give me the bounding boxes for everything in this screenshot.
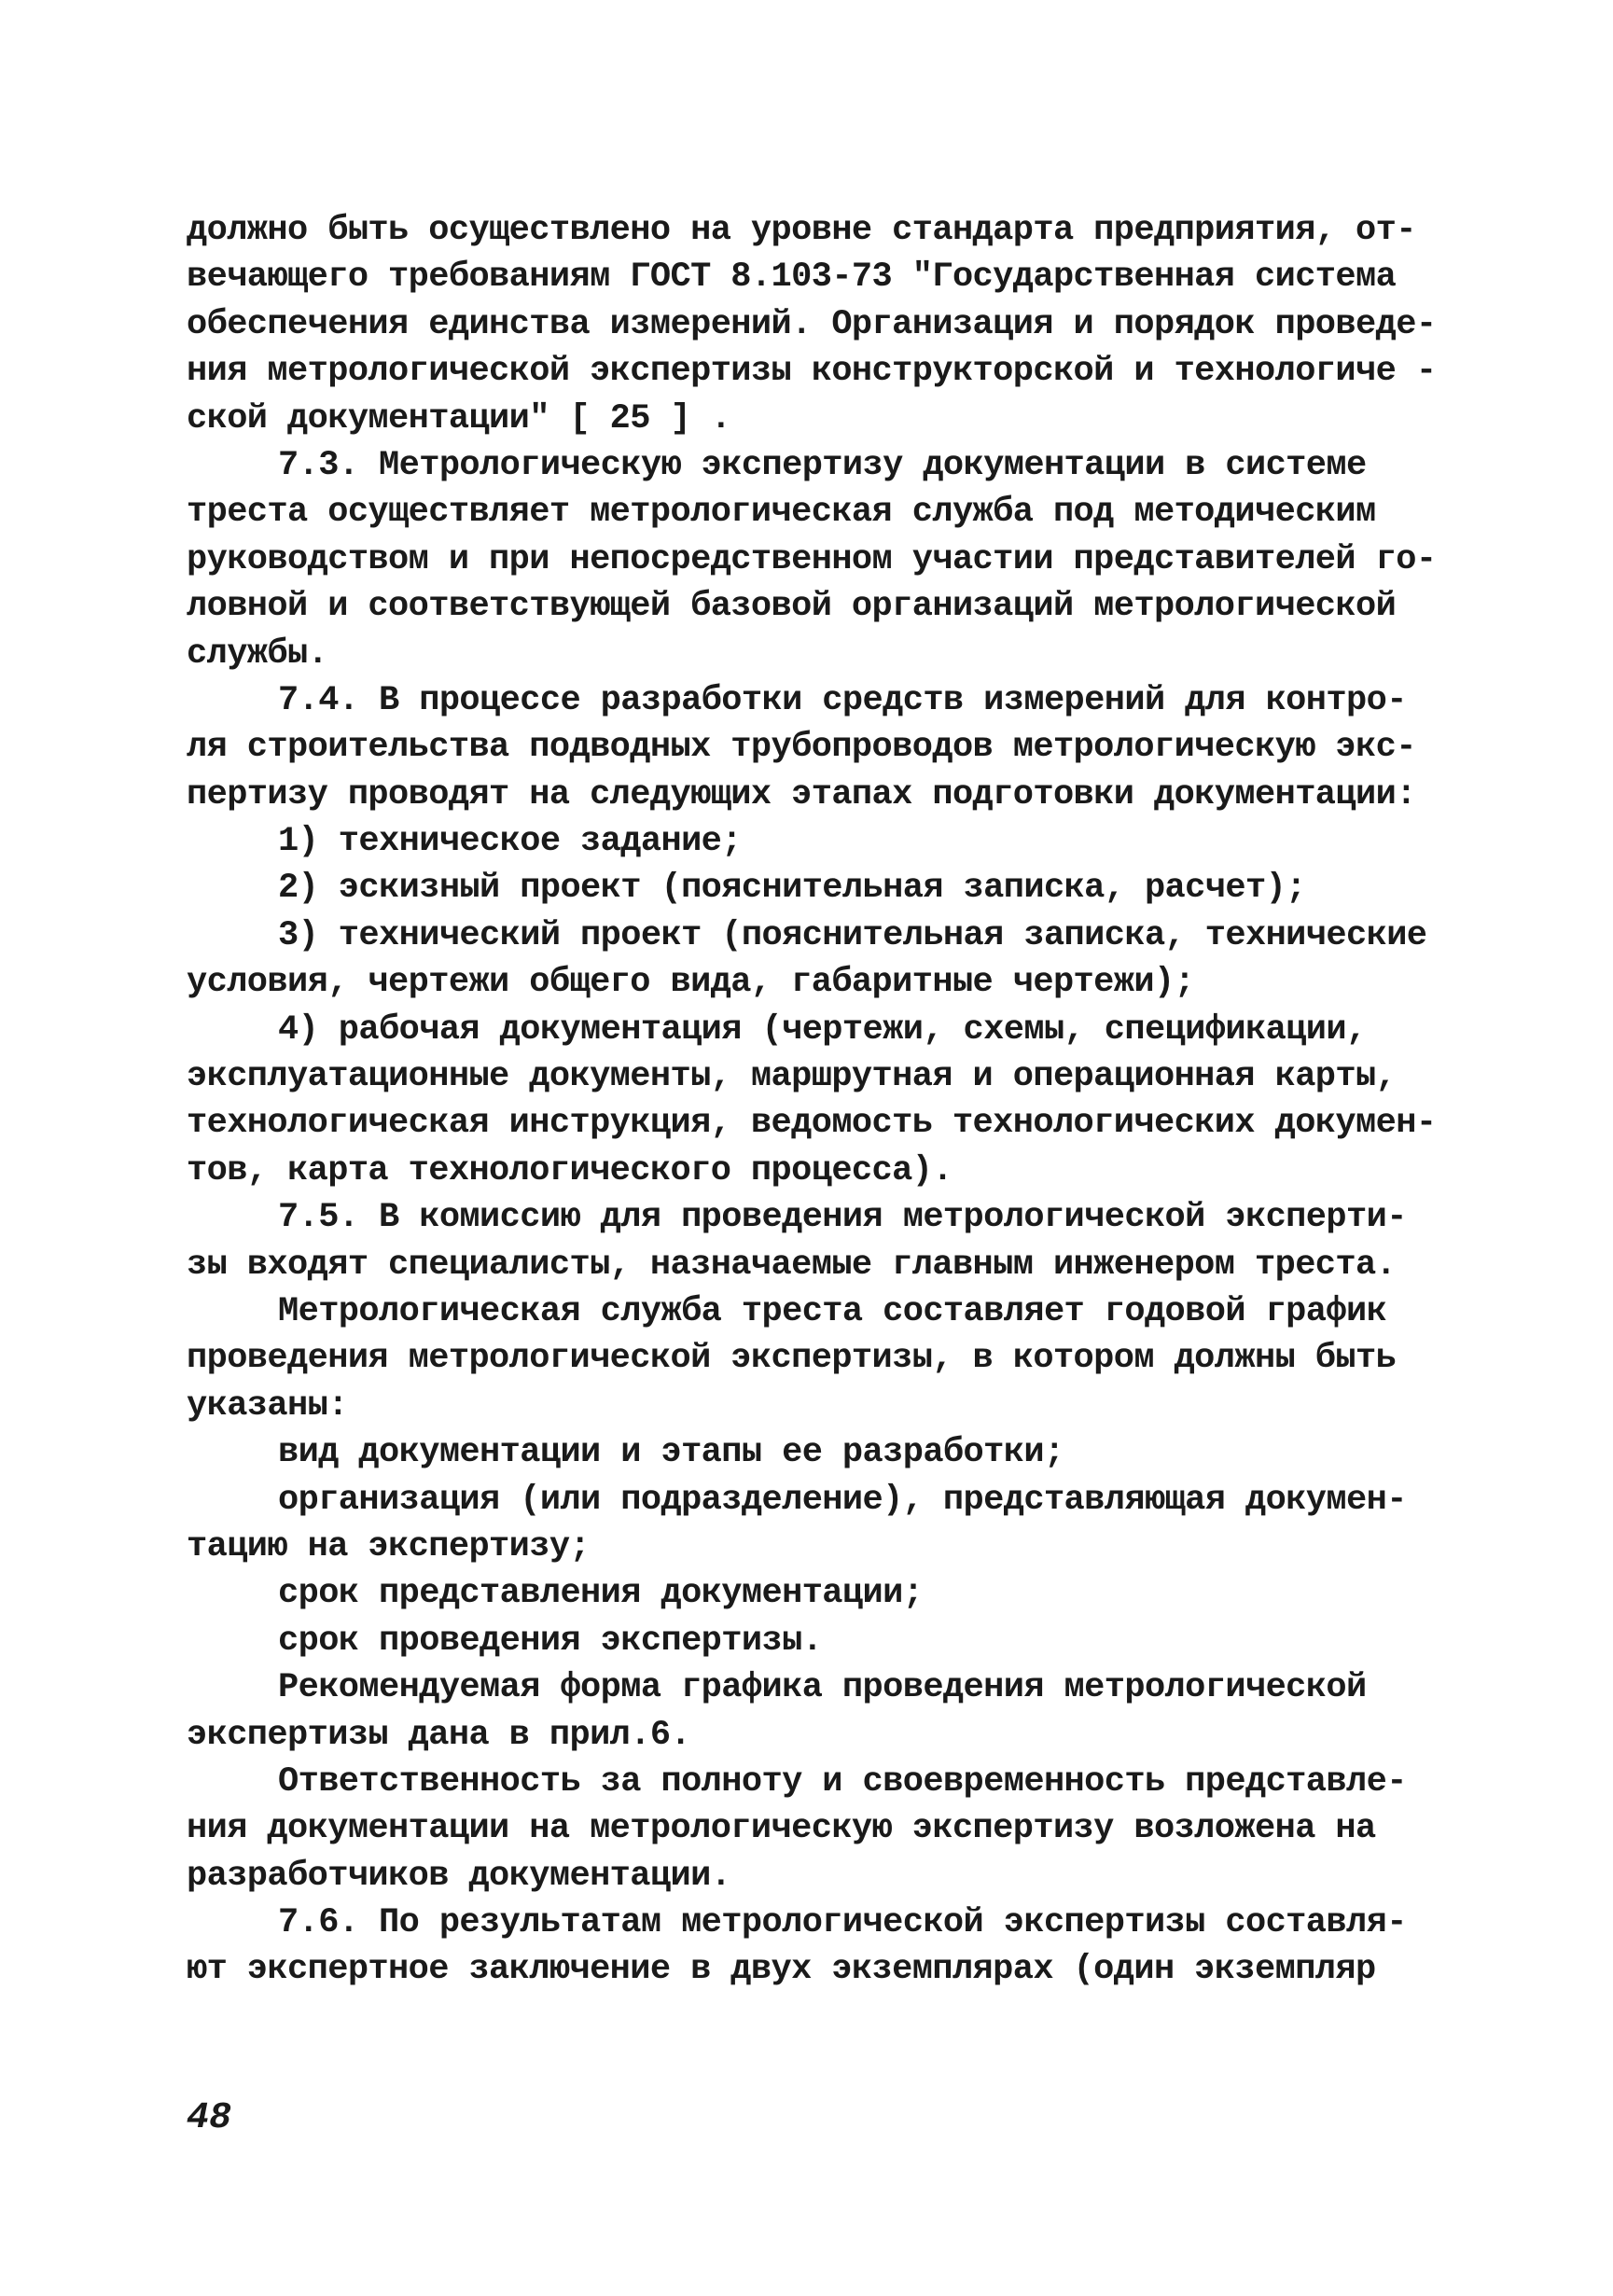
text-line: службы. xyxy=(187,633,328,674)
text-line: руководством и при непосредственном участии представителей го- xyxy=(187,539,1437,579)
text-line: срок проведения экспертизы. xyxy=(278,1621,823,1661)
text-line: пертизу проводят на следующих этапах подготовки документации: xyxy=(187,774,1416,814)
text-line: вид документации и этапы ее разработки; xyxy=(278,1433,1064,1473)
text-line: эксплуатационные документы, маршрутная и операционная карты, xyxy=(187,1057,1397,1097)
text-line: 4) рабочая документация (чертежи, схемы, спецификации, xyxy=(278,1009,1367,1050)
text-line: проведения метрологической экспертизы, в котором должны быть xyxy=(187,1339,1397,1379)
text-line: ской документации" [ 25 ] . xyxy=(187,398,731,438)
text-line: 1) техническое задание; xyxy=(278,822,742,862)
text-line: 7.6. По результатам метрологической экспертизы составля- xyxy=(278,1903,1407,1943)
text-line: 7.3. Метрологическую экспертизу документации в системе xyxy=(278,445,1367,485)
text-line: тов, карта технологического процесса). xyxy=(187,1150,953,1190)
text-line: тацию на экспертизу; xyxy=(187,1526,591,1566)
text-line: указаны: xyxy=(187,1385,348,1426)
text-line: зы входят специалисты, назначаемые главным инженером треста. xyxy=(187,1245,1397,1285)
text-line: ния метрологической экспертизы конструкторской и технологиче - xyxy=(187,352,1437,392)
text-line: разработчиков документации. xyxy=(187,1856,731,1896)
document-body xyxy=(187,207,1437,1994)
text-line: Ответственность за полноту и своевременность представле- xyxy=(278,1761,1407,1802)
text-line: технологическая инструкция, ведомость технологических докумен- xyxy=(187,1104,1437,1144)
text-line: 7.5. В комиссию для проведения метрологической эксперти- xyxy=(278,1198,1407,1238)
text-line: условия, чертежи общего вида, габаритные чертежи); xyxy=(187,963,1195,1003)
text-line: организация (или подразделение), представляющая докумен- xyxy=(278,1480,1407,1520)
text-line: 7.4. В процессе разработки средств измерений для контро- xyxy=(278,680,1407,720)
text-line: должно быть осуществлено на уровне стандарта предприятия, от- xyxy=(187,211,1416,250)
text-line: ния документации на метрологическую экспертизу возложена на xyxy=(187,1809,1376,1849)
text-line: ют экспертное заключение в двух экземплярах (один экземпляр xyxy=(187,1950,1376,1990)
text-line: экспертизы дана в прил.6. xyxy=(187,1715,691,1755)
text-line: Метрологическая служба треста составляет годовой график xyxy=(278,1291,1387,1331)
page-number: 48 xyxy=(187,2097,232,2139)
text-line: 3) технический проект (пояснительная записка, технические xyxy=(278,915,1427,955)
text-line: вечающего требованиям ГОСТ 8.103-73 "Государственная система xyxy=(187,257,1397,298)
text-line: срок представления документации; xyxy=(278,1574,924,1614)
text-line: ля строительства подводных трубопроводов метрологическую экс- xyxy=(187,728,1416,768)
text-line: ловной и соответствующей базовой организаций метрологической xyxy=(187,587,1397,627)
text-line: треста осуществляет метрологическая служба под методическим xyxy=(187,493,1376,533)
text-line: обеспечения единства измерений. Организация и порядок проведе- xyxy=(187,304,1437,344)
text-line: 2) эскизный проект (пояснительная записка, расчет); xyxy=(278,869,1306,909)
text-line: Рекомендуемая форма графика проведения метрологической xyxy=(278,1668,1367,1708)
